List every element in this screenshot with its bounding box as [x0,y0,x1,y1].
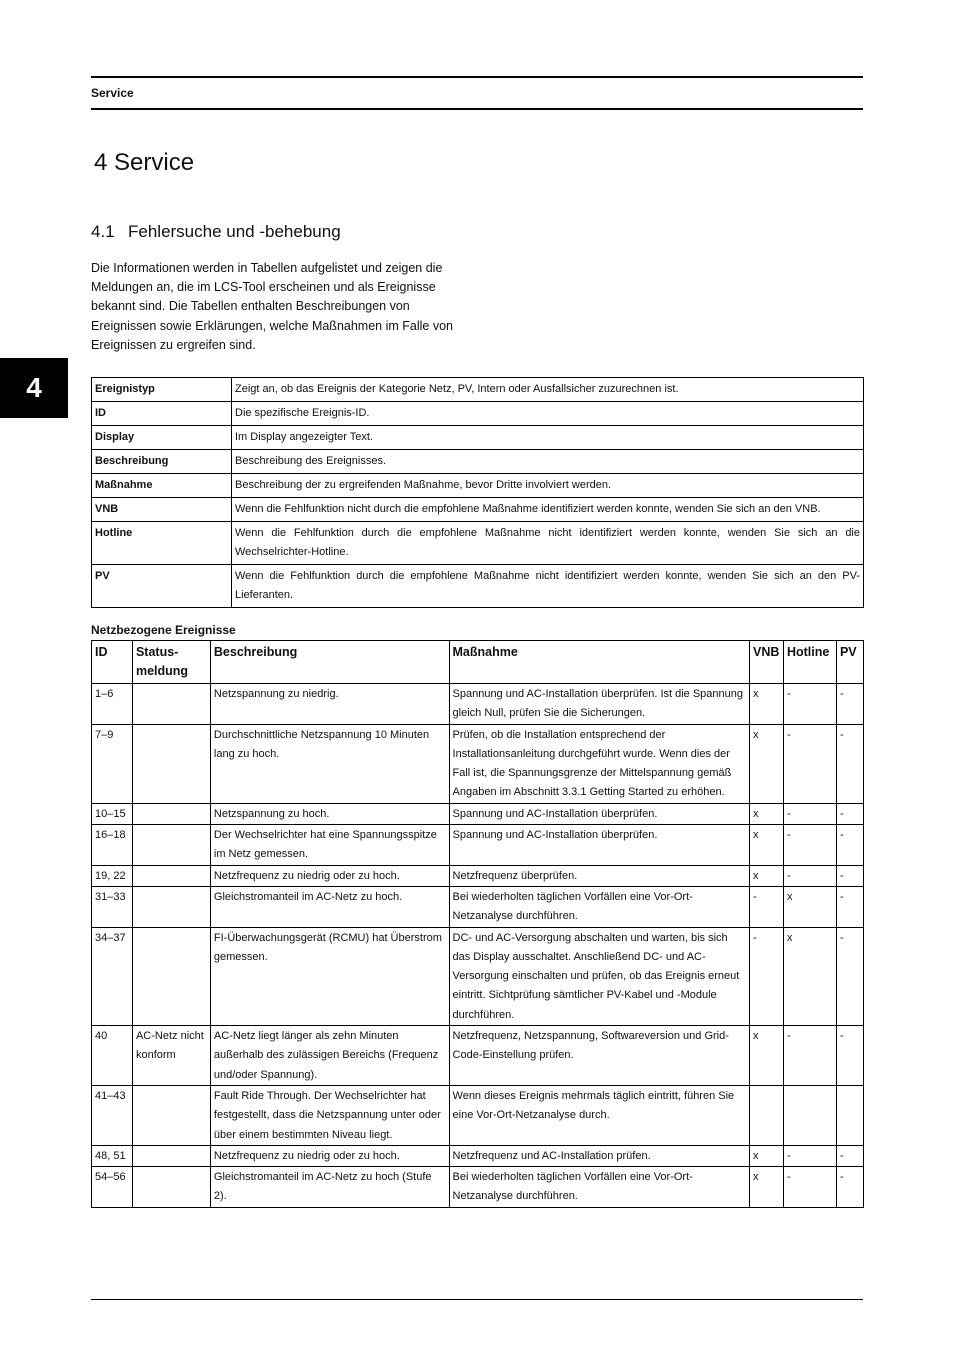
event-cell-massnahme: Prüfen, ob die Installation entsprechend der Installationsanleitung durchgeführt wurde. Wenn dies der Fall ist, die Spannungsgrenze der Mittelspannung gemäß Angaben im Abschnitt 3.3.1 Getting Started zu erhöhen. [449,724,749,803]
event-cell-status [132,927,210,1025]
event-cell-hotline: - [783,825,836,866]
event-cell-beschreibung: Gleichstromanteil im AC-Netz zu hoch. [210,886,449,927]
intro-paragraph: Die Informationen werden in Tabellen aufgelistet und zeigen die Meldungen an, die im LCS-Tool erscheinen und als Ereignisse bekannt sind. Die Tabellen enthalten Beschreibungen von Ereignissen sowie Erklärungen, welche Maßnahmen im Falle von Ereignissen zu ergreifen sind. [91,261,453,352]
section-heading [91,222,341,242]
event-cell-id: 54–56 [92,1167,133,1208]
event-cell-id: 34–37 [92,927,133,1025]
event-row [92,684,864,725]
event-cell-pv: - [836,684,863,725]
event-cell-id: 41–43 [92,1085,133,1145]
footer-rule [91,1299,863,1300]
event-cell-massnahme: Spannung und AC-Installation überprüfen. [449,803,749,824]
legend-value: Beschreibung des Ereignisses. [232,450,864,474]
event-cell-id: 16–18 [92,825,133,866]
event-cell-pv: - [836,1167,863,1208]
legend-row [92,450,864,474]
event-cell-pv: - [836,927,863,1025]
event-cell-status [132,803,210,824]
event-cell-vnb [749,1085,783,1145]
event-row [92,1145,864,1166]
events-header-row [92,641,864,684]
event-cell-status [132,865,210,886]
event-cell-hotline: - [783,684,836,725]
event-row [92,803,864,824]
event-row [92,927,864,1025]
legend-value: Beschreibung der zu ergreifenden Maßnahme, bevor Dritte involviert werden. [232,474,864,498]
event-cell-pv: - [836,886,863,927]
legend-key: Maßnahme [92,474,232,498]
chapter-tab: 4 [0,358,68,418]
legend-key: Hotline [92,522,232,565]
event-cell-hotline: - [783,1145,836,1166]
event-cell-massnahme: Netzfrequenz, Netzspannung, Softwareversion und Grid-Code-Einstellung prüfen. [449,1026,749,1086]
running-head: Service [91,86,134,100]
event-cell-beschreibung: FI-Überwachungsgerät (RCMU) hat Überstrom gemessen. [210,927,449,1025]
event-cell-hotline: - [783,803,836,824]
legend-row [92,565,864,608]
section-title: Fehlersuche und -behebung [128,222,341,241]
event-cell-id: 19, 22 [92,865,133,886]
event-cell-vnb: - [749,886,783,927]
legend-table [91,377,864,608]
event-row [92,825,864,866]
event-cell-status [132,684,210,725]
section-number: 4.1 [91,222,115,241]
event-cell-id: 48, 51 [92,1145,133,1166]
event-cell-beschreibung: Netzfrequenz zu niedrig oder zu hoch. [210,1145,449,1166]
event-cell-vnb: x [749,724,783,803]
event-cell-beschreibung: Der Wechselrichter hat eine Spannungsspitze im Netz gemessen. [210,825,449,866]
event-cell-hotline: x [783,886,836,927]
event-cell-status [132,825,210,866]
legend-row [92,402,864,426]
legend-row [92,498,864,522]
event-cell-hotline [783,1085,836,1145]
header-rule-bottom [91,108,863,110]
event-cell-id: 31–33 [92,886,133,927]
event-cell-status [132,724,210,803]
event-cell-hotline: x [783,927,836,1025]
event-cell-beschreibung: Netzfrequenz zu niedrig oder zu hoch. [210,865,449,886]
legend-key: PV [92,565,232,608]
event-cell-beschreibung: Netzspannung zu niedrig. [210,684,449,725]
event-cell-status [132,1145,210,1166]
legend-value: Im Display angezeigter Text. [232,426,864,450]
events-table-caption: Netzbezogene Ereignisse [91,623,236,637]
event-cell-id: 7–9 [92,724,133,803]
event-row [92,1085,864,1145]
event-cell-pv [836,1085,863,1145]
event-cell-hotline: - [783,865,836,886]
event-cell-hotline: - [783,724,836,803]
col-header-hotline: Hotline [783,641,836,684]
event-row [92,1167,864,1208]
chapter-title: 4 Service [94,149,195,176]
col-header-id: ID [92,641,133,684]
event-cell-pv: - [836,825,863,866]
col-header-pv: PV [836,641,863,684]
legend-value: Die spezifische Ereignis-ID. [232,402,864,426]
event-cell-hotline: - [783,1167,836,1208]
event-row [92,865,864,886]
event-cell-beschreibung: Gleichstromanteil im AC-Netz zu hoch (Stufe 2). [210,1167,449,1208]
event-cell-beschreibung: Netzspannung zu hoch. [210,803,449,824]
legend-value: Wenn die Fehlfunktion durch die empfohlene Maßnahme nicht identifiziert werden konnte, wenden Sie sich an den PV-Lieferanten. [232,565,864,608]
legend-key: Ereignistyp [92,378,232,402]
legend-row [92,474,864,498]
col-header-status: Status-meldung [132,641,210,684]
legend-key: Display [92,426,232,450]
legend-key: VNB [92,498,232,522]
event-cell-status: AC-Netz nicht konform [132,1026,210,1086]
legend-value: Wenn die Fehlfunktion durch die empfohlene Maßnahme nicht identifiziert werden konnte, wenden Sie sich an die Wechselrichter-Hotline. [232,522,864,565]
legend-key: ID [92,402,232,426]
event-cell-vnb: x [749,803,783,824]
event-cell-massnahme: Netzfrequenz überprüfen. [449,865,749,886]
event-cell-massnahme: Spannung und AC-Installation überprüfen. [449,825,749,866]
event-cell-vnb: x [749,1167,783,1208]
event-row [92,886,864,927]
event-cell-id: 40 [92,1026,133,1086]
event-cell-id: 10–15 [92,803,133,824]
event-cell-pv: - [836,724,863,803]
col-header-vnb: VNB [749,641,783,684]
event-cell-beschreibung: Durchschnittliche Netzspannung 10 Minuten lang zu hoch. [210,724,449,803]
event-row [92,1026,864,1086]
event-cell-massnahme: Netzfrequenz und AC-Installation prüfen. [449,1145,749,1166]
event-cell-vnb: x [749,1026,783,1086]
event-cell-massnahme: Spannung und AC-Installation überprüfen. Ist die Spannung gleich Null, prüfen Sie die Sicherungen. [449,684,749,725]
event-cell-vnb: x [749,865,783,886]
event-cell-vnb: - [749,927,783,1025]
event-cell-pv: - [836,1145,863,1166]
event-cell-status [132,1085,210,1145]
legend-row [92,426,864,450]
event-cell-status [132,886,210,927]
legend-row [92,378,864,402]
event-cell-hotline: - [783,1026,836,1086]
event-cell-id: 1–6 [92,684,133,725]
event-cell-pv: - [836,865,863,886]
event-cell-pv: - [836,803,863,824]
event-cell-massnahme: Wenn dieses Ereignis mehrmals täglich eintritt, führen Sie eine Vor-Ort-Netzanalyse durch. [449,1085,749,1145]
event-row [92,724,864,803]
legend-value: Zeigt an, ob das Ereignis der Kategorie Netz, PV, Intern oder Ausfallsicher zuzurechnen ist. [232,378,864,402]
legend-key: Beschreibung [92,450,232,474]
header-rule-top [91,76,863,78]
event-cell-vnb: x [749,825,783,866]
col-header-beschreibung: Beschreibung [210,641,449,684]
event-cell-status [132,1167,210,1208]
legend-row [92,522,864,565]
event-cell-beschreibung: AC-Netz liegt länger als zehn Minuten außerhalb des zulässigen Bereichs (Frequenz und/oder Spannung). [210,1026,449,1086]
event-cell-pv: - [836,1026,863,1086]
events-table [91,640,864,1208]
event-cell-vnb: x [749,1145,783,1166]
col-header-massnahme: Maßnahme [449,641,749,684]
event-cell-massnahme: Bei wiederholten täglichen Vorfällen eine Vor-Ort-Netzanalyse durchführen. [449,886,749,927]
event-cell-massnahme: Bei wiederholten täglichen Vorfällen eine Vor-Ort-Netzanalyse durchführen. [449,1167,749,1208]
event-cell-vnb: x [749,684,783,725]
legend-value: Wenn die Fehlfunktion nicht durch die empfohlene Maßnahme identifiziert werden konnte, wenden Sie sich an den VNB. [232,498,864,522]
event-cell-massnahme: DC- und AC-Versorgung abschalten und warten, bis sich das Display ausschaltet. Anschließend DC- und AC-Versorgung einschalten und prüfen, ob das Ereignis erneut eintritt. Sichtprüfung sämtlicher PV-Kabel und -Module durchführen. [449,927,749,1025]
event-cell-beschreibung: Fault Ride Through. Der Wechselrichter hat festgestellt, dass die Netzspannung unter oder über einem bestimmten Niveau liegt. [210,1085,449,1145]
